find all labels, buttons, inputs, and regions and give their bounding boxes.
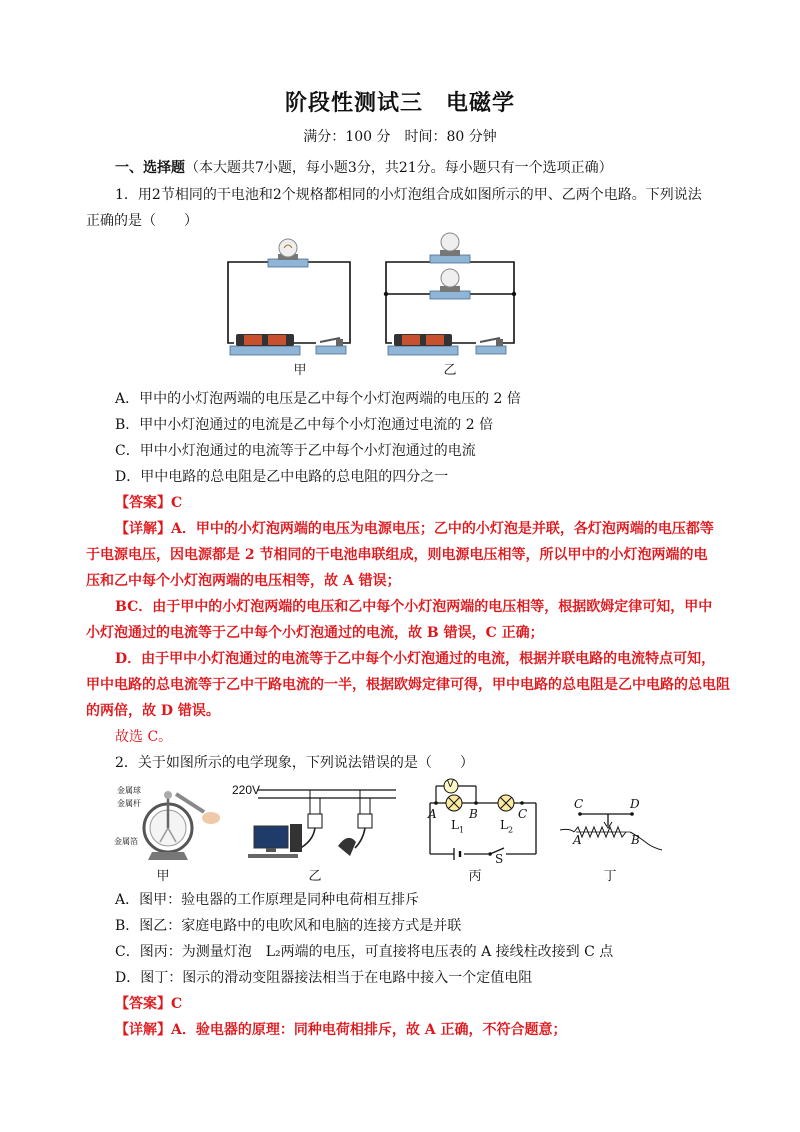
q1-stem-line1: 1．用2节相同的干电池和2个规格都相同的小灯泡组合成如图所示的甲、乙两个电路。下列说法: [115, 187, 702, 203]
q2-option-c: C．图丙：为测量灯泡 L₂两端的电压，可直接将电压表的 A 接线柱改接到 C 点: [115, 944, 614, 960]
q1-stem-line2: 正确的是（ ）: [86, 213, 198, 229]
q2-option-d: D．图丁：图示的滑动变阻器接法相当于在电路中接入一个定值电阻: [115, 970, 533, 986]
q1-option-b: B．甲中小灯泡通过的电流是乙中每个小灯泡通过电流的 2 倍: [115, 417, 494, 433]
lamp-l2-label: $L_2$: [500, 818, 514, 835]
q2-answer: 【答案】C: [115, 996, 183, 1012]
q2-caption-jia: 甲: [156, 869, 170, 884]
household-voltage-label: 220V: [232, 783, 261, 797]
q2-caption-bing: 丙: [468, 869, 482, 884]
q1-detail-line: 压和乙中每个小灯泡两端的电压相等，故 A 错误；: [86, 573, 401, 589]
electroscope-label-foil: 金属箔: [114, 837, 138, 846]
q1-option-c: C．甲中小灯泡通过的电流等于乙中每个小灯泡通过的电流: [115, 443, 476, 459]
q1-detail-line: 甲中电路的总电流等于乙中干路电流的一半，根据欧姆定律可得，甲中电路的总电阻是乙中电路的总电阻: [86, 677, 730, 693]
circuit-point-c: C: [518, 807, 528, 821]
circuit-point-b: B: [469, 807, 478, 821]
q2-fig-voltmeter-circuit: [414, 776, 544, 868]
switch-label-s: S: [495, 852, 504, 866]
q1-option-a: A．甲中的小灯泡两端的电压是乙中每个小灯泡两端的电压的 2 倍: [115, 391, 521, 407]
electroscope-label-ball: 金属球: [117, 786, 141, 795]
q1-detail-line: 的两倍，故 D 错误。: [86, 703, 220, 719]
electroscope-label-rod: 金属杆: [117, 799, 141, 808]
rheostat-point-a: A: [573, 833, 582, 847]
q1-detail-conclusion: 故选 C。: [115, 729, 173, 745]
rheostat-point-b: B: [631, 833, 640, 847]
circuit-yi: [384, 233, 516, 355]
q1-figure-label-yi: 乙: [443, 363, 457, 378]
page-title: 阶段性测试三 电磁学: [284, 90, 515, 116]
q2-option-b: B．图乙：家庭电路中的电吹风和电脑的连接方式是并联: [115, 918, 462, 934]
q1-detail-line: BC．由于甲中的小灯泡两端的电压和乙中每个小灯泡两端的电压相等，根据欧姆定律可知，甲中: [115, 599, 713, 615]
q1-answer: 【答案】C: [115, 495, 183, 511]
rheostat-point-c: C: [574, 797, 584, 811]
section-heading: 一、选择题: [115, 160, 185, 176]
lamp-l1-label: $L_1$: [451, 818, 465, 835]
q2-caption-yi: 乙: [308, 869, 322, 884]
circuit-jia: [228, 239, 350, 355]
q1-figure-label-jia: 甲: [293, 363, 307, 378]
q1-detail-line: 于电源电压，因电源都是 2 节相同的干电池串联组成，则电源电压相等，所以甲中的小灯泡两端的电: [86, 547, 708, 563]
q1-option-d: D．甲中电路的总电阻是乙中电路的总电阻的四分之一: [115, 469, 449, 485]
q2-option-a: A．图甲：验电器的工作原理是同种电荷相互排斥: [115, 892, 420, 908]
q1-detail-line: 小灯泡通过的电流等于乙中每个小灯泡通过的电流，故 B 错误，C 正确；: [86, 625, 544, 641]
q2-caption-ding: 丁: [603, 869, 617, 884]
circuit-point-a: A: [428, 807, 437, 821]
q1-detail-line: 【详解】A．甲中的小灯泡两端的电压为电源电压；乙中的小灯泡是并联，各灯泡两端的电压都等: [115, 521, 714, 537]
voltmeter-symbol-label: V: [447, 779, 454, 790]
q1-detail-line: D．由于甲中小灯泡通过的电流等于乙中每个小灯泡通过的电流，根据并联电路的电流特点可知，: [115, 651, 716, 667]
rheostat-point-d: D: [630, 797, 640, 811]
q2-detail-line: 【详解】A．验电器的原理：同种电荷相排斥，故 A 正确，不符合题意；: [115, 1022, 567, 1038]
q1-circuit-figure: [220, 228, 530, 378]
section-note: （本大题共7小题，每小题3分，共21分。每小题只有一个选项正确）: [185, 160, 613, 176]
q2-stem: 2．关于如图所示的电学现象，下列说法错误的是（ ）: [115, 755, 474, 771]
page-subtitle: 满分：100 分 时间：80 分钟: [303, 129, 497, 145]
section-header: [115, 157, 613, 177]
